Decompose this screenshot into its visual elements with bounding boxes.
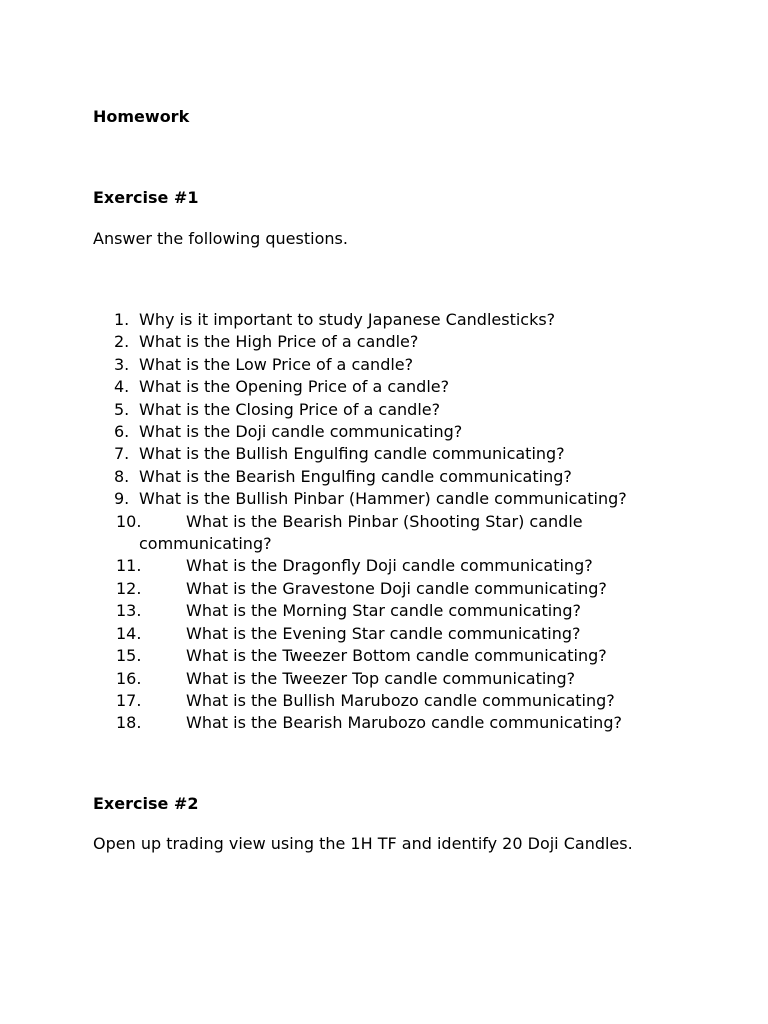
question-number: 7. [114, 444, 130, 464]
question-text: What is the Dragonfly Doji candle communicating? [186, 556, 593, 576]
question-item [0, 309, 768, 331]
question-text: What is the Closing Price of a candle? [139, 399, 441, 419]
question-item [0, 690, 768, 712]
question-text: What is the Morning Star candle communicating? [186, 601, 581, 621]
exercise-2-title: Exercise #2 [93, 794, 199, 813]
question-number: 18. [116, 713, 142, 733]
question-item [0, 600, 768, 622]
exercise-2-instruction: Open up trading view using the 1H TF and identify 20 Doji Candles. [93, 834, 633, 853]
question-text: What is the Gravestone Doji candle communicating? [186, 578, 607, 598]
question-text: What is the Low Price of a candle? [139, 354, 414, 374]
question-number: 11. [116, 556, 142, 576]
question-text: What is the Bearish Pinbar (Shooting Star) candle communicating? [139, 511, 583, 554]
question-item [0, 712, 768, 734]
question-text: What is the Evening Star candle communicating? [186, 623, 581, 643]
question-item [0, 645, 768, 667]
question-number: 13. [116, 601, 142, 621]
question-text: Why is it important to study Japanese Candlesticks? [139, 310, 556, 329]
question-item [0, 354, 768, 376]
question-item [0, 399, 768, 421]
question-number: 9. [114, 489, 130, 509]
question-item [0, 488, 768, 510]
question-number: 6. [114, 422, 130, 442]
question-item [0, 555, 768, 577]
question-number: 16. [116, 668, 142, 688]
question-text: What is the Bullish Pinbar (Hammer) candle communicating? [139, 489, 627, 509]
question-text: What is the High Price of a candle? [139, 332, 419, 352]
question-number: 5. [114, 399, 130, 419]
question-number: 1. [114, 310, 130, 329]
question-item [0, 443, 768, 465]
question-item [0, 511, 768, 556]
question-text: What is the Doji candle communicating? [139, 422, 463, 442]
question-item [0, 668, 768, 690]
question-text: What is the Bearish Engulfing candle communicating? [139, 466, 572, 486]
question-text: What is the Tweezer Bottom candle communicating? [186, 646, 607, 666]
question-text: What is the Opening Price of a candle? [139, 377, 450, 397]
question-number: 2. [114, 332, 130, 352]
question-text: What is the Bullish Engulfing candle communicating? [139, 444, 565, 464]
question-number: 10. [116, 511, 142, 531]
question-item [0, 421, 768, 443]
document-title: Homework [93, 107, 190, 126]
question-number: 12. [116, 578, 142, 598]
question-number: 4. [114, 377, 130, 397]
question-text: What is the Bullish Marubozo candle communicating? [186, 690, 615, 710]
question-text: What is the Tweezer Top candle communicating? [186, 668, 576, 688]
question-list [0, 309, 768, 735]
question-number: 8. [114, 466, 130, 486]
question-number: 15. [116, 646, 142, 666]
question-number: 17. [116, 690, 142, 710]
exercise-1-instruction: Answer the following questions. [93, 229, 348, 248]
question-number: 3. [114, 354, 130, 374]
question-item [0, 376, 768, 398]
question-item [0, 466, 768, 488]
question-item [0, 623, 768, 645]
question-number: 14. [116, 623, 142, 643]
exercise-1-title: Exercise #1 [93, 188, 199, 207]
question-text: What is the Bearish Marubozo candle communicating? [186, 713, 622, 733]
question-item [0, 578, 768, 600]
question-item [0, 331, 768, 353]
